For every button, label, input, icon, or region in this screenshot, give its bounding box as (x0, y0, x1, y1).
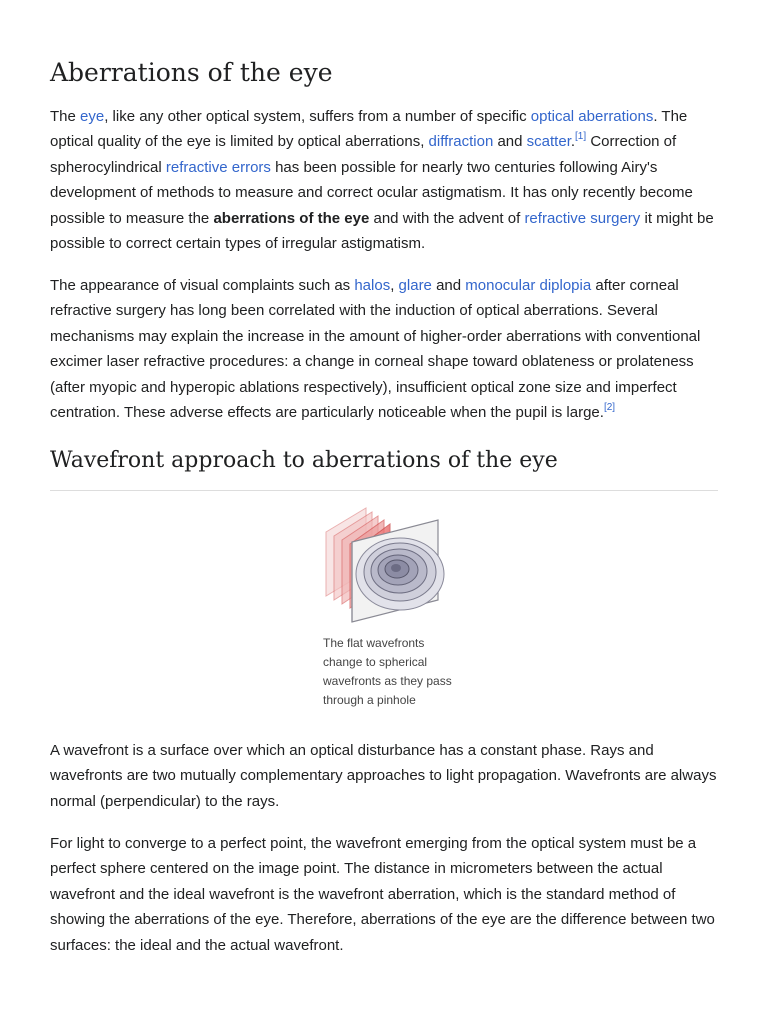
text: and (431, 277, 466, 294)
text: . The optical quality of the eye is limited by optical aberrations, (50, 108, 688, 151)
page-title: Aberrations of the eye (50, 58, 333, 87)
link-scatter[interactable]: scatter (526, 133, 571, 151)
text: The appearance of visual complaints such as (50, 277, 355, 294)
text: and (493, 133, 527, 151)
link-refractive-surgery[interactable]: refractive surgery (524, 209, 641, 227)
complaints-paragraph (50, 273, 720, 425)
text: , (390, 277, 399, 294)
link-optical-aberrations[interactable]: optical aberrations (530, 108, 654, 125)
reference-link-1[interactable]: [1] (575, 131, 587, 143)
bold-term: aberrations of the eye (213, 209, 370, 227)
text: Correction of spherocylindrical (50, 133, 677, 176)
reference-link-2[interactable]: [2] (603, 402, 616, 414)
text: after corneal refractive surgery has long been correlated with the induction of optical aberrations. Several mechanisms may explain the increase in the amount of higher-order aberrations with conventional excimer laser refractive procedures: a change in corneal shape toward oblateness or prolateness (after myopic and hyperopic ablations respectively), insufficient optical zone size and imperfect centration. These adverse effects are particularly noticeable when the pupil is large. (50, 277, 701, 422)
link-halos[interactable]: halos (354, 277, 391, 294)
section-heading-wavefront: Wavefront approach to aberrations of the eye (50, 448, 558, 473)
wavefront-definition-paragraph: A wavefront is a surface over which an optical disturbance has a constant phase. Rays and wavefronts are two mutually complementary approaches to light propagation. Wavefronts are always normal (perpendicular) to the rays. (50, 742, 717, 810)
wavefront-aberration-paragraph: For light to converge to a perfect point, the wavefront emerging from the optical system must be a perfect sphere centered on the image point. The distance in micrometers between the actual wavefront and the ideal wavefront is the wavefront aberration, which is the standard method of showing the aberrations of the eye. Therefore, aberrations of the eye are the difference between two surfaces: the ideal and the actual wavefront. (50, 835, 715, 954)
wavefront-pinhole-icon (320, 502, 460, 627)
link-monocular-diplopia[interactable]: monocular diplopia (465, 277, 592, 294)
link-diffraction[interactable]: diffraction (428, 133, 494, 151)
text: , like any other optical system, suffers from a number of specific (104, 108, 531, 125)
reference-1 (575, 131, 586, 142)
link-eye[interactable]: eye (80, 108, 105, 125)
link-refractive-errors[interactable]: refractive errors (165, 158, 271, 176)
wavefront-figure[interactable] (320, 502, 460, 627)
link-glare[interactable]: glare (398, 277, 432, 294)
reference-2 (604, 402, 615, 413)
text: has been possible for nearly two centuries following Airy's development of methods to measure and correct ocular astigmatism. It has only recently become possible to measure the (50, 158, 693, 227)
figure-caption: The flat wavefronts change to spherical wavefronts as they pass through a pinhole (323, 636, 452, 707)
text: it might be possible to correct certain types of irregular astigmatism. (50, 209, 714, 253)
text: The (50, 108, 81, 125)
text: and with the advent of (369, 209, 525, 227)
text: . (570, 133, 576, 151)
section-divider (50, 490, 718, 491)
intro-paragraph (50, 104, 720, 256)
